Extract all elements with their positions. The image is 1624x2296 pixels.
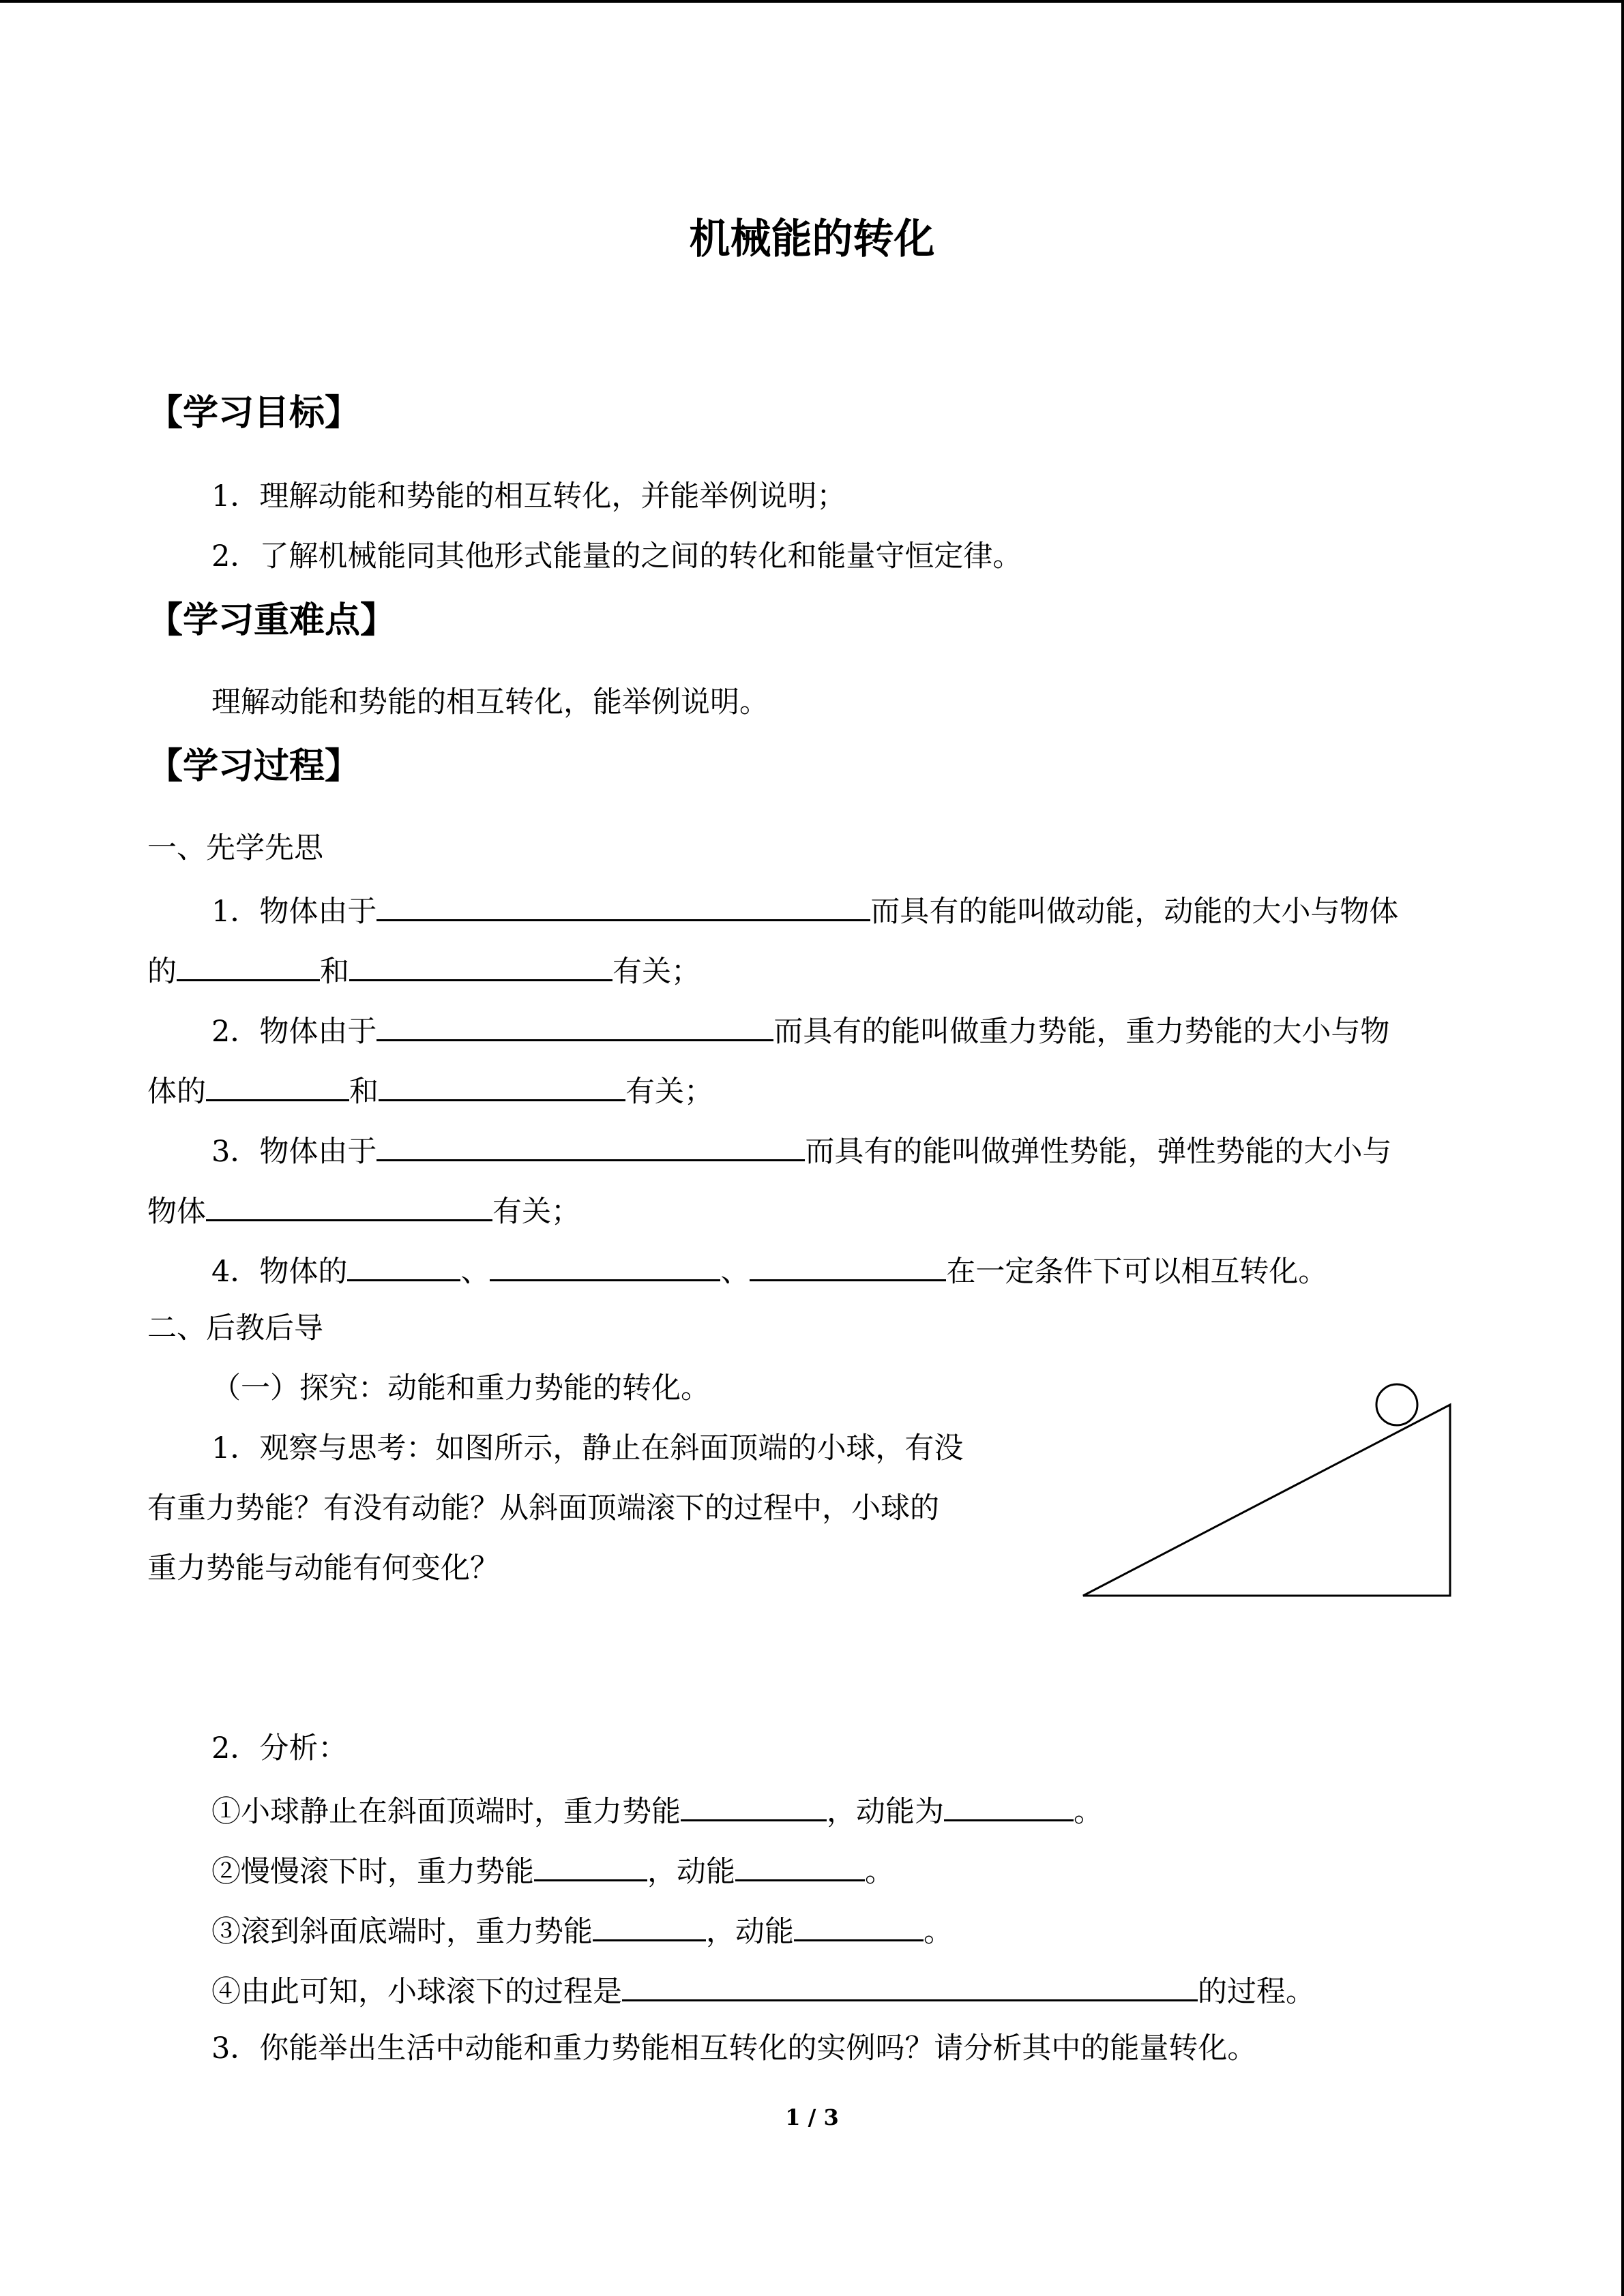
blank-field[interactable] <box>377 1127 805 1161</box>
observe-line2: 有重力势能？有没有动能？从斜面顶端滚下的过程中，小球的 <box>147 1491 939 1525</box>
section2-subtitle: （一）探究：动能和重力势能的转化。 <box>211 1371 710 1405</box>
blank-field[interactable] <box>347 1247 460 1281</box>
blank-field[interactable] <box>534 1847 647 1881</box>
blank-field[interactable] <box>206 1067 349 1101</box>
blank-field[interactable] <box>622 1967 1198 2001</box>
section1-title: 一、先学先思 <box>147 831 323 865</box>
analysis-2: ②慢慢滚下时，重力势能 ，动能 。 <box>211 1847 894 1894</box>
blank-field[interactable] <box>377 1007 773 1041</box>
blank-field[interactable] <box>794 1907 924 1941</box>
heading-objectives: 【学习目标】 <box>147 393 361 434</box>
analysis-1: ①小球静止在斜面顶端时，重力势能 ，动能为 。 <box>211 1787 1103 1834</box>
blank-field[interactable] <box>593 1907 706 1941</box>
incline-ball-figure <box>1071 1371 1466 1609</box>
blank-field[interactable] <box>681 1787 827 1821</box>
blank-field[interactable] <box>750 1247 946 1281</box>
blank-field[interactable] <box>944 1787 1074 1821</box>
top-border <box>0 0 1624 3</box>
page-title: 机械能的转化 <box>689 215 935 263</box>
analysis-3: ③滚到斜面底端时，重力势能 ，动能 。 <box>211 1907 953 1954</box>
difficulty-text: 理解动能和势能的相互转化，能举例说明。 <box>211 685 769 719</box>
page-number: 1 / 3 <box>785 2104 839 2130</box>
blank-field[interactable] <box>377 886 870 921</box>
question-2-line2: 体的 和 有关； <box>147 1067 713 1114</box>
question-1-line2: 的 和 有关； <box>147 946 700 994</box>
observe-line3: 重力势能与动能有何变化？ <box>147 1551 499 1585</box>
incline-triangle <box>1083 1405 1450 1596</box>
blank-field[interactable] <box>349 946 612 981</box>
analysis-4: ④由此可知，小球滚下的过程是 的过程。 <box>211 1967 1315 2014</box>
heading-difficulties: 【学习重难点】 <box>147 600 396 641</box>
question-3-line1: 3．物体由于 而具有的能叫做弹性势能，弹性势能的大小与 <box>211 1127 1391 1174</box>
question-3-line2: 物体 有关； <box>147 1187 580 1234</box>
blank-field[interactable] <box>379 1067 625 1101</box>
question-1-line1: 1．物体由于 而具有的能叫做动能，动能的大小与物体 <box>211 886 1398 934</box>
blank-field[interactable] <box>735 1847 865 1881</box>
right-border <box>1621 0 1624 2296</box>
question-2-line1: 2．物体由于 而具有的能叫做重力势能，重力势能的大小与物 <box>211 1007 1389 1054</box>
question-4: 4．物体的 、 、 在一定条件下可以相互转化。 <box>211 1247 1327 1294</box>
heading-process: 【学习过程】 <box>147 746 361 787</box>
objective-1: 1．理解动能和势能的相互转化，并能举例说明； <box>211 479 846 513</box>
objective-2: 2．了解机械能同其他形式能量的之间的转化和能量守恒定律。 <box>211 539 1022 573</box>
blank-field[interactable] <box>206 1187 492 1221</box>
observe-line1: 1．观察与思考：如图所示，静止在斜面顶端的小球，有没 <box>211 1431 964 1465</box>
ball <box>1376 1384 1417 1425</box>
blank-field[interactable] <box>490 1247 720 1281</box>
question-3-examples: 3．你能举出生活中动能和重力势能相互转化的实例吗？请分析其中的能量转化。 <box>211 2031 1257 2066</box>
analysis-title: 2．分析： <box>211 1731 348 1765</box>
blank-field[interactable] <box>177 946 320 981</box>
section2-title: 二、后教后导 <box>147 1311 323 1345</box>
